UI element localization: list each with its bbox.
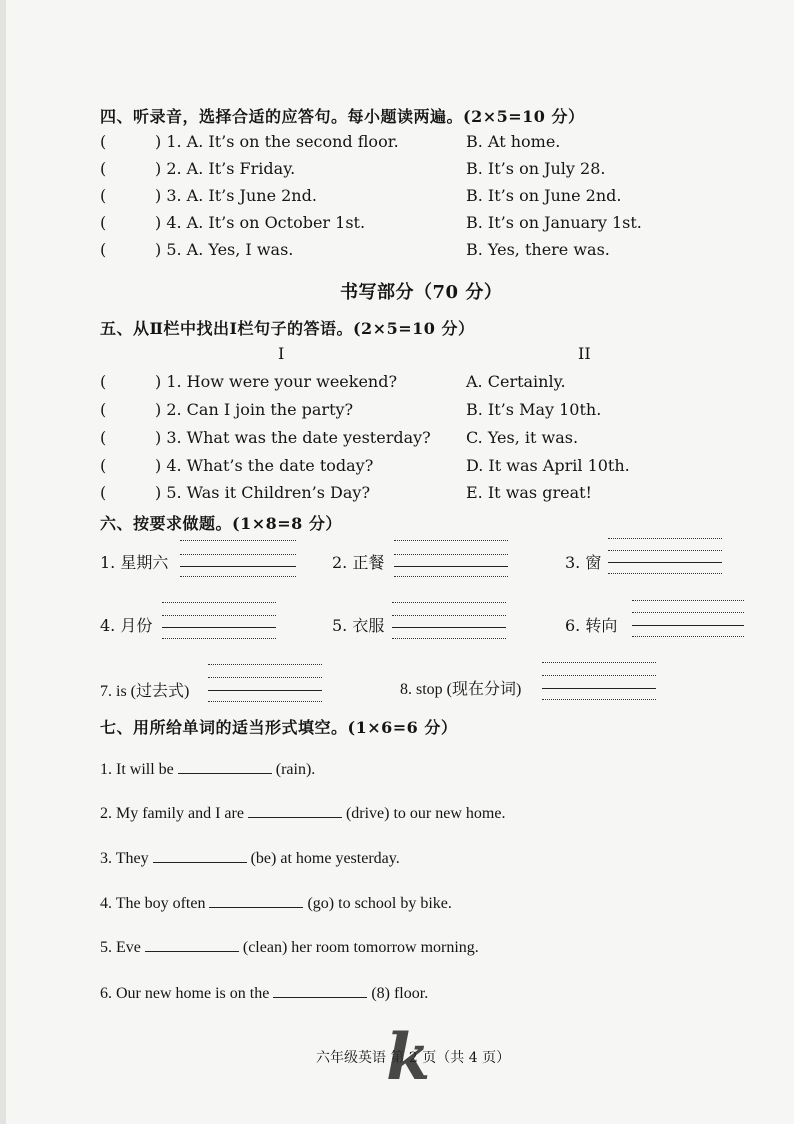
s5-item-1-answer: A. Certainly.: [466, 372, 566, 391]
s5-item-5-paren: (: [100, 483, 107, 502]
s5-item-3-answer: C. Yes, it was.: [466, 428, 579, 447]
s4-item-5-b: B. Yes, there was.: [466, 240, 610, 259]
s6-item-1-answer-line[interactable]: [180, 566, 296, 567]
s5-col2-header: II: [578, 344, 591, 363]
s6-item-8-dotline-bottom: [542, 699, 656, 700]
s6-item-8-answer-line[interactable]: [542, 688, 656, 689]
s7-item-1-after: (rain).: [275, 761, 316, 778]
s7-item-1-blank[interactable]: [178, 759, 272, 774]
s5-item-2-question: ) 2. Can I join the party?: [155, 400, 354, 419]
s7-item-6-after: (8) floor.: [371, 985, 429, 1002]
s7-item-4-before: 4. The boy often: [100, 895, 206, 912]
s4-item-1-b: B. At home.: [466, 132, 561, 151]
s7-item-3-blank[interactable]: [153, 848, 247, 863]
s6-item-7-label: 7. is (过去式): [100, 683, 190, 700]
s6-item-8-label: 8. stop (现在分词): [400, 681, 522, 698]
s7-item-3-after: (be) at home yesterday.: [250, 850, 400, 867]
s5-item-1-question: ) 1. How were your weekend?: [155, 372, 398, 391]
s5-item-5-question: ) 5. Was it Children’s Day?: [155, 483, 371, 502]
s6-item-1-dotline-top: [180, 540, 296, 541]
s5-col1-header: I: [278, 344, 285, 363]
s5-item-4-paren: (: [100, 456, 107, 475]
s6-item-2-label: 2. 正餐: [332, 553, 385, 572]
s7-item-1-before: 1. It will be: [100, 761, 174, 778]
s6-item-2-dotline-top: [394, 540, 508, 541]
s6-item-3-dotline-bottom: [608, 573, 722, 574]
s5-item-2-answer: B. It’s May 10th.: [466, 400, 602, 419]
s4-item-4-b: B. It’s on January 1st.: [466, 213, 642, 232]
s7-item-5: [100, 937, 479, 957]
s6-item-6-dotline-bottom: [632, 636, 744, 637]
s6-item-1-dotline-bottom: [180, 576, 296, 577]
s7-item-6-blank[interactable]: [273, 983, 367, 998]
s6-item-4-dotline-top: [162, 602, 276, 603]
s4-item-3-paren: (: [100, 186, 107, 205]
s6-item-5-dotline-top: [392, 602, 506, 603]
s6-item-7-dotline-mid: [208, 677, 322, 678]
s7-item-5-after: (clean) her room tomorrow morning.: [242, 939, 479, 956]
s6-item-6-dotline-mid: [632, 612, 744, 613]
s5-item-4-question: ) 4. What’s the date today?: [155, 456, 374, 475]
s7-item-5-blank[interactable]: [145, 937, 239, 952]
s7-item-5-before: 5. Eve: [100, 939, 141, 956]
s6-item-5-label: 5. 衣服: [332, 616, 385, 635]
s7-item-2: [100, 803, 505, 823]
section5-title: 五、从Ⅱ栏中找出Ⅰ栏句子的答语。(2×5=10 分）: [100, 319, 475, 338]
page-footer: 六年级英语 第 2 页（共 4 页）: [316, 1050, 511, 1066]
s5-item-4-answer: D. It was April 10th.: [466, 456, 630, 475]
s4-item-3-a: ) 3. A. It’s June 2nd.: [155, 186, 317, 205]
section6-title: 六、按要求做题。(1×8=8 分）: [100, 514, 342, 533]
s6-item-7-dotline-bottom: [208, 701, 322, 702]
s6-item-6-answer-line[interactable]: [632, 625, 744, 626]
s4-item-5-paren: (: [100, 240, 107, 259]
s4-item-1-paren: (: [100, 132, 107, 151]
s6-item-3-label: 3. 窗: [565, 553, 602, 572]
s4-item-2-b: B. It’s on July 28.: [466, 159, 606, 178]
s5-item-3-question: ) 3. What was the date yesterday?: [155, 428, 431, 447]
s6-item-7-dotline-top: [208, 664, 322, 665]
s6-item-2-dotline-mid: [394, 554, 508, 555]
s6-item-4-label: 4. 月份: [100, 616, 153, 635]
s6-item-4-answer-line[interactable]: [162, 627, 276, 628]
s4-item-4-paren: (: [100, 213, 107, 232]
s6-item-3-dotline-top: [608, 538, 722, 539]
section7-title: 七、用所给单词的适当形式填空。(1×6=6 分）: [100, 718, 458, 737]
s4-item-2-a: ) 2. A. It’s Friday.: [155, 159, 296, 178]
section4-title: 四、听录音，选择合适的应答句。每小题读两遍。(2×5=10 分）: [100, 107, 585, 126]
s7-item-4: [100, 893, 452, 913]
s7-item-3-before: 3. They: [100, 850, 149, 867]
s5-item-1-paren: (: [100, 372, 107, 391]
s6-item-1-dotline-mid: [180, 554, 296, 555]
s6-item-8-dotline-mid: [542, 675, 656, 676]
s6-item-5-dotline-mid: [392, 615, 506, 616]
s6-item-6-dotline-top: [632, 600, 744, 601]
s7-item-2-after: (drive) to our new home.: [345, 805, 506, 822]
s6-item-2-answer-line[interactable]: [394, 566, 508, 567]
s7-item-6-before: 6. Our new home is on the: [100, 985, 270, 1002]
s6-item-4-dotline-bottom: [162, 638, 276, 639]
s4-item-5-a: ) 5. A. Yes, I was.: [155, 240, 294, 259]
s4-item-2-paren: (: [100, 159, 107, 178]
s7-item-3: [100, 848, 400, 868]
writing-section-header: 书写部分（70 分）: [340, 282, 503, 303]
k-logo-watermark: k: [386, 1020, 431, 1095]
s7-item-4-blank[interactable]: [209, 893, 303, 908]
s7-item-6: [100, 983, 428, 1003]
s4-item-4-a: ) 4. A. It’s on October 1st.: [155, 213, 366, 232]
s6-item-4-dotline-mid: [162, 615, 276, 616]
s6-item-5-dotline-bottom: [392, 638, 506, 639]
s4-item-3-b: B. It’s on June 2nd.: [466, 186, 622, 205]
s7-item-2-blank[interactable]: [248, 803, 342, 818]
s5-item-3-paren: (: [100, 428, 107, 447]
s6-item-7-answer-line[interactable]: [208, 690, 322, 691]
page-left-edge-shadow: [0, 0, 6, 1124]
s6-item-5-answer-line[interactable]: [392, 627, 506, 628]
s5-item-5-answer: E. It was great!: [466, 483, 592, 502]
s7-item-4-after: (go) to school by bike.: [307, 895, 452, 912]
s6-item-8-dotline-top: [542, 662, 656, 663]
s6-item-6-label: 6. 转向: [565, 616, 618, 635]
s7-item-2-before: 2. My family and I are: [100, 805, 244, 822]
s6-item-3-answer-line[interactable]: [608, 562, 722, 563]
s5-item-2-paren: (: [100, 400, 107, 419]
s6-item-2-dotline-bottom: [394, 576, 508, 577]
s4-item-1-a: ) 1. A. It’s on the second floor.: [155, 132, 399, 151]
s6-item-3-dotline-mid: [608, 550, 722, 551]
s6-item-1-label: 1. 星期六: [100, 553, 169, 572]
s7-item-1: [100, 759, 315, 779]
